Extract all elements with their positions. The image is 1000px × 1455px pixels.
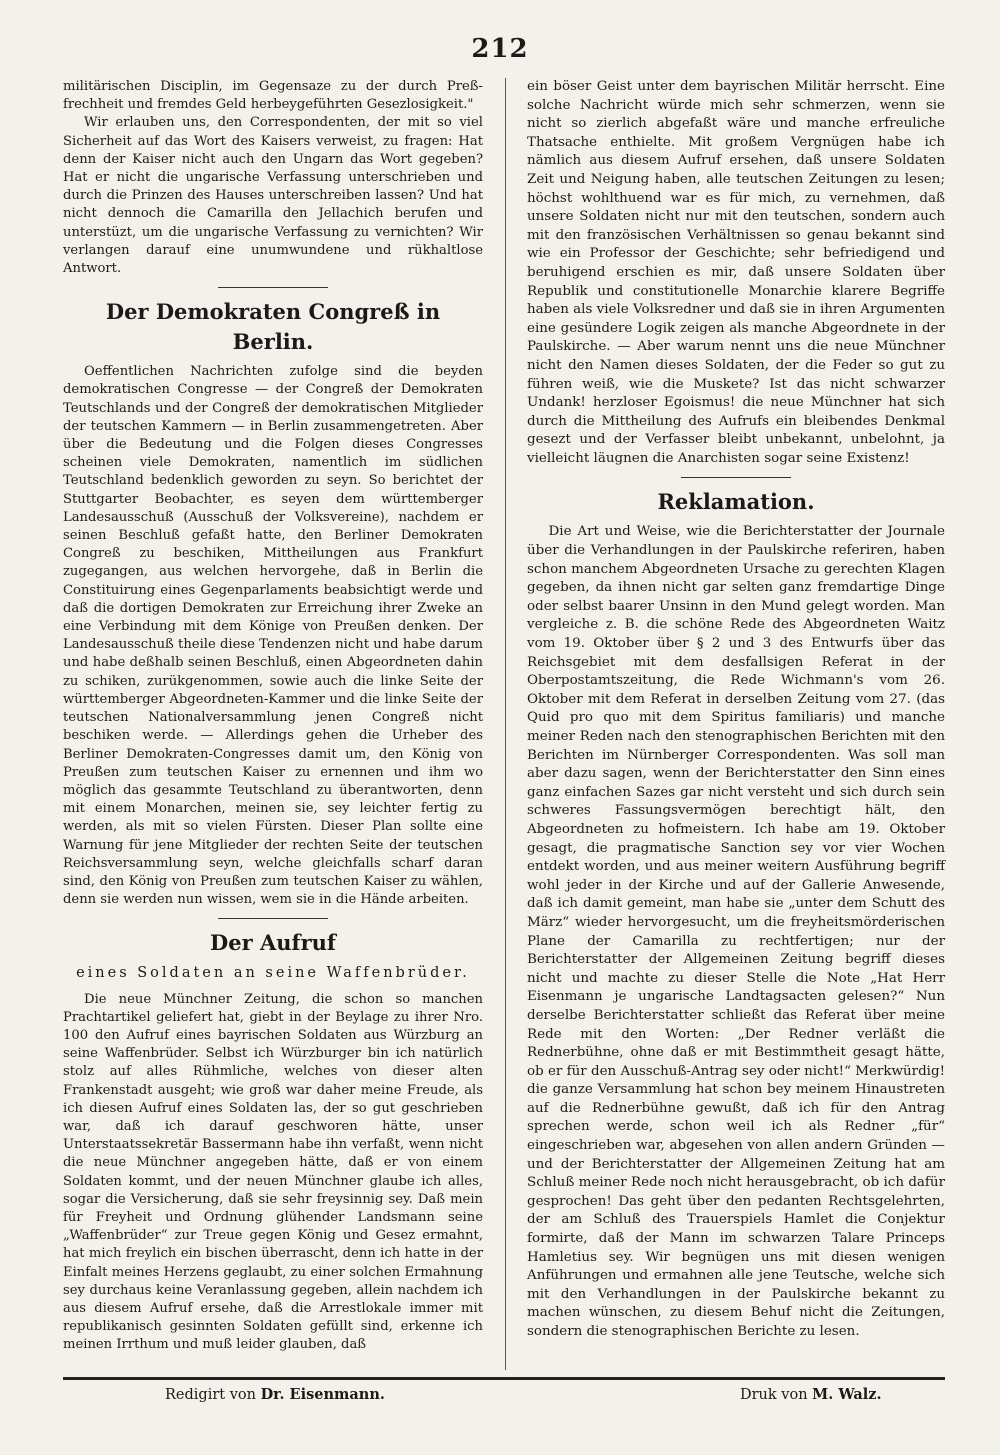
intro-paragraph: militärischen Disciplin, im Gegensaze zu der durch Preß-frechheit und fremdes Geld herbeygeführten Gesezlosigkeit." [63, 79, 483, 113]
footer-editor [165, 1386, 385, 1403]
subheading-aufruf: eines Soldaten an seine Waffenbrüder. [76, 965, 470, 982]
footer-printer [740, 1386, 882, 1403]
left-column [63, 78, 483, 1355]
section-divider [218, 287, 328, 288]
aufruf-continuation: ein böser Geist unter dem bayrischen Militär herrscht. Eine solche Nachricht würde mich sehr schmerzen, wenn sie nicht so zierlich abgefaßt wäre und manche erfreuliche Thatsache enthielte. Mit großem Vergnügen habe ich nämlich aus diesem Aufruf ersehen, daß unsere Soldaten Zeit und Neigung haben, alle teutschen Zeitungen zu lesen; höchst wohlthuend war es für mich, zu vernehmen, daß unsere Soldaten nicht nur mit den teutschen, sondern auch mit den französischen Verhältnissen so genau bekannt sind wie ein Professor der Geschichte; sehr befriedigend und beruhigend erschien es mir, daß unsere Soldaten über Republik und constitutionelle Monarchie klarere Begriffe haben als viele Volksredner und daß sie in ihren Argumenten eine gesündere Logik zeigen als manche Abgeordnete in der Paulskirche. — Aber warum nennt uns die neue Münchner nicht den Namen dieses Soldaten, der die Feder so gut zu führen weiß, wie die Muskete? Ist das nicht schwarzer Undank! herzloser Egoismus! die neue Münchner hat sich durch die Mittheilung des Aufrufs ein bleibendes Denkmal gesezt und der Verfasser bleibt unbekannt, unbelohnt, ja vielleicht läugnen die Anarchisten sogar seine Existenz! [527, 79, 945, 466]
right-column [527, 78, 945, 1342]
heading-congress: Der Demokraten Congreß in Berlin. [105, 299, 441, 355]
section-divider [681, 477, 791, 478]
page-number: 212 [471, 34, 529, 64]
footer-rule [63, 1377, 945, 1380]
editor-prefix: Redigirt von [165, 1387, 256, 1403]
reply-paragraph: Wir erlauben uns, den Correspondenten, der mit so viel Sicherheit auf das Wort des Kaisers verweist, zu fragen: Hat denn der Kaiser nicht auch den Ungarn das Wort gegeben? Hat er nicht die ungarische Verfassung unterschrieben und durch die Prinzen des Hauses unterschreiben lassen? Und hat nicht dennoch die Camarilla den Jellachich berufen und unterstüzt, um die ungarische Verfassung zu vernichten? Wir verlangen darauf eine unumwundene und rükhaltlose Antwort. [63, 115, 483, 277]
aufruf-article: Die neue Münchner Zeitung, die schon so manchen Prachtartikel geliefert hat, giebt in der Beylage zu ihrer Nro. 100 den Aufruf eines bayrischen Soldaten aus Würzburg an seine Waffenbrüder. Selbst ich Würzburger bin ich natürlich stolz auf alles Rühmliche, welches von dieser alten Frankenstadt ausgeht; wie groß war daher meine Freude, als ich diesen Aufruf eines Soldaten las, der so gut geschrieben war, daß ich darauf geschworen hätte, unser Unterstaatssekretär Bassermann habe ihn verfaßt, wenn nicht die neue Münchner angegeben hätte, daß er von einem Soldaten kommt, und der neuen Münchner glaube ich alles, sogar die Versicherung, daß sie sehr freysinnig sey. Daß mein für Freyheit und Ordnung glühender Landsmann seine „Waffenbrüder“ zur Treue gegen König und Gesez ermahnt, hat mich freylich ein bischen überrascht, denn ich hatte in der Einfalt meines Herzens geglaubt, zu einer solchen Ermahnung sey durchaus keine Veranlassung gegeben, allein nachdem ich aus diesem Aufruf ersehe, daß die Arrestlokale immer mit republikanisch gesinnten Soldaten gefüllt sind, erkenne ich meinen Irrthum und muß leider glauben, daß [63, 991, 483, 1353]
congress-article: Oeffentlichen Nachrichten zufolge sind die beyden demokratischen Congresse — der Congreß der Demokraten Teutschlands und der Congreß der demokratischen Mitglieder der teutschen Kammern — in Berlin zusammengetreten. Aber über die Bedeutung und die Folgen dieses Congresses scheinen viele Demokraten, namentlich im südlichen Teutschland bedenklich geworden zu seyn. So berichtet der Stuttgarter Beobachter, es seyen dem württemberger Landesausschuß (Ausschuß der Volksvereine), nachdem er seinen Beschluß gefaßt hatte, den Berliner Demokraten Congreß zu beschiken, Mittheilungen aus Frankfurt zugegangen, aus welchen hervorgehe, daß in Berlin die Constituirung eines Gegenparlaments beabsichtigt werde und daß die dortigen Demokraten zur Erreichung ihrer Zweke an eine Verbindung mit dem Könige von Preußen denken. Der Landesausschuß theile diese Tendenzen nicht und habe darum und habe deßhalb seinen Beschluß, einen Abgeordneten dahin zu schiken, zurükgenommen, sowie auch die linke Seite der württemberger Abgeordneten-Kammer und die linke Seite der teutschen Nationalversammlung jenen Congreß nicht beschiken werde. — Allerdings gehen die Urheber des Berliner Demokraten-Congresses damit um, den König von Preußen zum teutschen Kaiser zu ernennen und ihm wo möglich das gesammte Teutschland zu überantworten, denn mit einem Monarchen, meinen sie, sey leichter fertig zu werden, als mit so vielen Fürsten. Dieser Plan sollte eine Warnung für jene Mitglieder der rechten Seite der teutschen Reichsversammlung seyn, welche gleichfalls scharf daran sind, den König von Preußen zum teutschen Kaiser zu wählen, denn sie werden nun wissen, wem sie in die Hände arbeiten. [63, 364, 483, 908]
editor-name: Dr. Eisenmann. [260, 1386, 385, 1403]
heading-reklamation: Reklamation. [657, 489, 815, 515]
reklamation-article: Die Art und Weise, wie die Berichterstatter der Journale über die Verhandlungen in der Paulskirche referiren, haben schon manchem Abgeordneten Ursache zu gerechten Klagen gegeben, da ihnen nicht gar selten ganz fremdartige Dinge oder selbst baarer Unsinn in den Mund gelegt worden. Man vergleiche z. B. die schöne Rede des Abgeordneten Waitz vom 19. Oktober über § 2 und 3 des Entwurfs über das Reichsgebiet mit dem desfallsigen Referat in der Oberpostamtszeitung, die Rede Wichmann's vom 26. Oktober mit dem Referat in derselben Zeitung vom 27. (das Quid pro quo mit dem Spiritus familiaris) und manche meiner Reden nach den stenographischen Berichten mit den Berichten im Nürnberger Correspondenten. Was soll man aber dazu sagen, wenn der Berichterstatter den Sinn eines ganz einfachen Sazes gar nicht versteht und sich durch sein schweres Fassungsvermögen berechtigt hält, den Abgeordneten zu hofmeistern. Ich habe am 19. Oktober gesagt, die pragmatische Sanction sey vor vier Wochen entdekt worden, und aus meiner weitern Ausführung begriff wohl jeder in der Kirche und auf der Gallerie Anwesende, daß ich damit gemeint, man habe sie „unter dem Schutt des März“ wieder hervorgesucht, um die freyheitsmörderischen Plane der Camarilla zu rechtfertigen; nur der Berichterstatter der Allgemeinen Zeitung begriff dieses nicht und machte zu dieser Stelle die Note „Hat Herr Eisenmann je ungarische Landtagsacten gelesen?“ Nun derselbe Berichterstatter schließt das Referat über meine Rede mit den Worten: „Der Redner verläßt die Rednerbühne, ohne daß er mit Bestimmtheit gesagt hätte, ob er für den Ausschuß-Antrag sey oder nicht!“ Merkwürdig! die ganze Versammlung hat schon bey meinem Hinaustreten auf die Rednerbühne gewußt, daß ich für den Antrag sprechen werde, schon weil ich als Redner „für“ eingeschrieben war, abgesehen von allen andern Gründen — und der Berichterstatter der Allgemeinen Zeitung hat am Schluß meiner Rede noch nicht herausgebracht, ob ich dafür gesprochen! Das geht über den pedanten Rechtsgelehrten, der am Schluß des Trauerspiels Hamlet die Conjektur formirte, daß der Mann im schwarzen Talare Princeps Hamletius sey. Wir begnügen uns mit diesen wenigen Anführungen und ermahnen alle jene Teutsche, welche sich mit den Verhandlungen in der Paulskirche bekannt zu machen wünschen, zu diesem Behuf nicht die Zeitungen, sondern die stenographischen Berichte zu lesen. [527, 524, 945, 1339]
section-divider [218, 918, 328, 919]
printer-name: M. Walz. [812, 1386, 882, 1403]
heading-aufruf: Der Aufruf [210, 930, 336, 956]
column-divider [505, 78, 506, 1370]
printer-prefix: Druk von [740, 1387, 808, 1403]
